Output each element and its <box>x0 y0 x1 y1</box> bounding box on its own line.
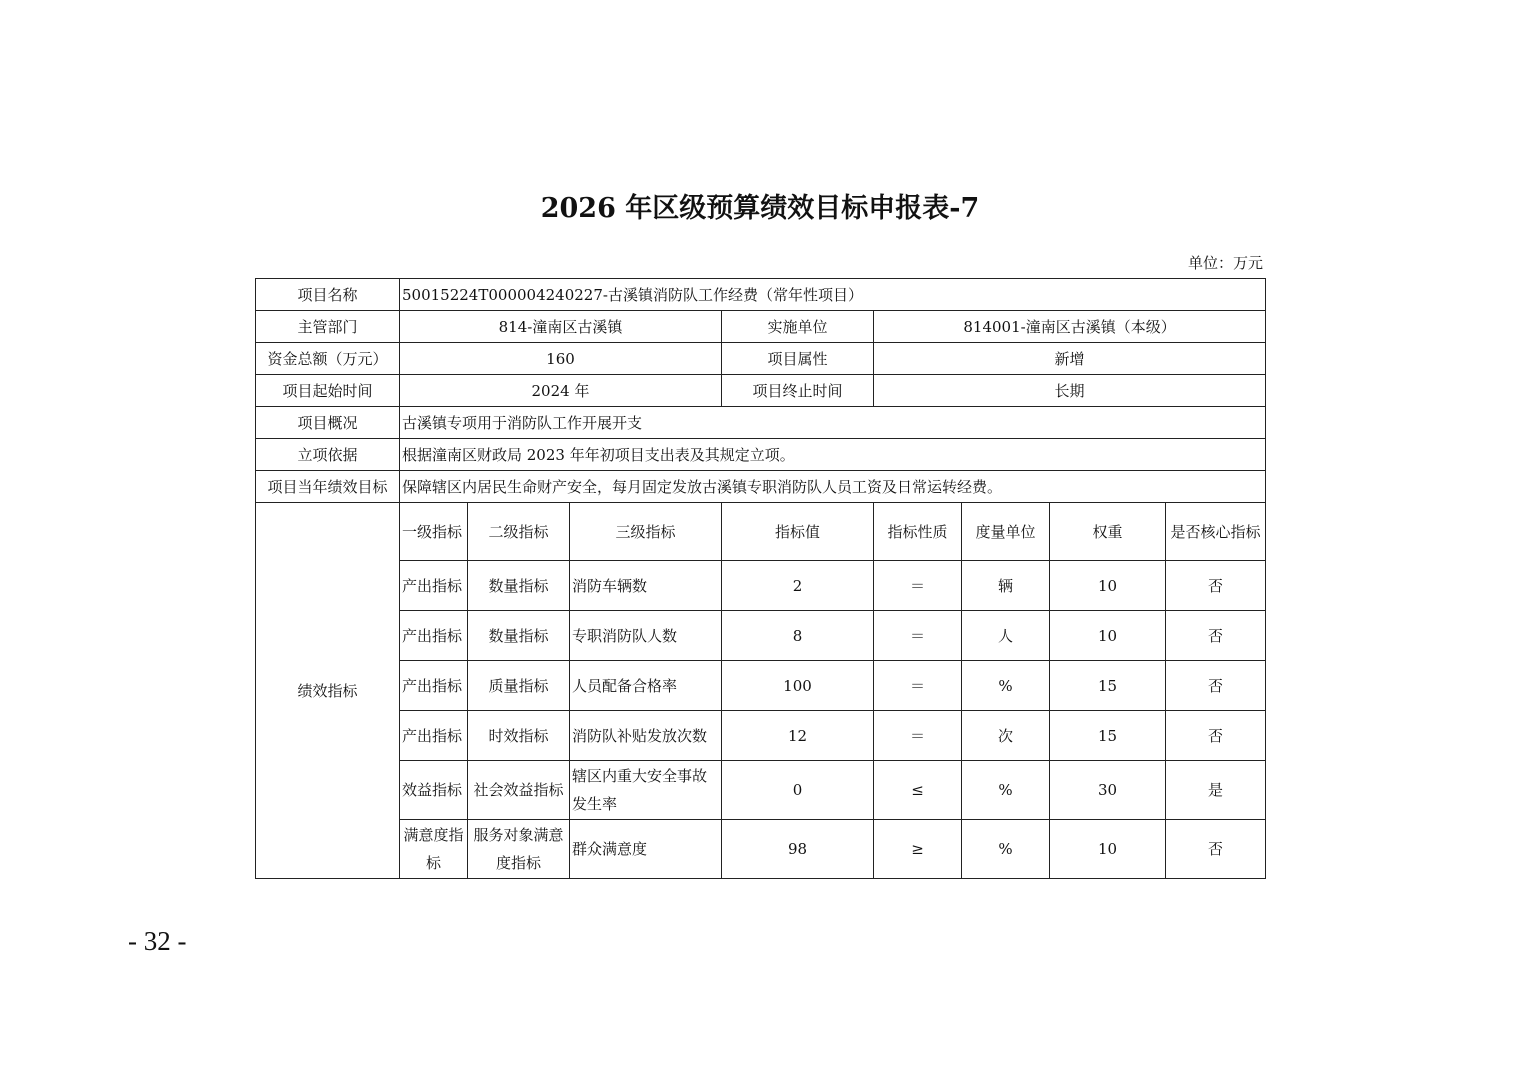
indicator-core: 否 <box>1166 661 1266 711</box>
header-level1: 一级指标 <box>400 503 468 561</box>
indicator-value: 2 <box>722 561 874 611</box>
start-label: 项目起始时间 <box>256 375 400 407</box>
goal-label: 项目当年绩效目标 <box>256 471 400 503</box>
row-overview <box>256 407 1266 439</box>
indicator-weight: 15 <box>1050 711 1166 761</box>
amount-value: 160 <box>400 343 722 375</box>
indicator-weight: 10 <box>1050 820 1166 879</box>
header-nature: 指标性质 <box>874 503 962 561</box>
row-project-name <box>256 279 1266 311</box>
indicator-unit: % <box>962 820 1050 879</box>
impl-value: 814001-潼南区古溪镇（本级） <box>874 311 1266 343</box>
indicator-value: 12 <box>722 711 874 761</box>
indicator-level1: 产出指标 <box>400 611 468 661</box>
overview-label: 项目概况 <box>256 407 400 439</box>
indicator-core: 否 <box>1166 611 1266 661</box>
indicator-level2: 时效指标 <box>468 711 570 761</box>
dept-label: 主管部门 <box>256 311 400 343</box>
indicator-level2: 数量指标 <box>468 561 570 611</box>
indicator-row <box>256 611 1266 661</box>
attr-label: 项目属性 <box>722 343 874 375</box>
indicator-level1: 产出指标 <box>400 561 468 611</box>
indicator-core: 否 <box>1166 820 1266 879</box>
budget-form-table <box>255 278 1266 879</box>
indicator-row <box>256 711 1266 761</box>
indicator-level3: 辖区内重大安全事故发生率 <box>570 761 722 820</box>
indicator-level2: 社会效益指标 <box>468 761 570 820</box>
indicator-header-row <box>256 503 1266 561</box>
indicator-level1: 产出指标 <box>400 711 468 761</box>
project-name-label: 项目名称 <box>256 279 400 311</box>
basis-value: 根据潼南区财政局 2023 年年初项目支出表及其规定立项。 <box>400 439 1266 471</box>
indicator-core: 否 <box>1166 561 1266 611</box>
end-value: 长期 <box>874 375 1266 407</box>
indicator-row <box>256 820 1266 879</box>
indicator-row <box>256 661 1266 711</box>
indicator-section-label: 绩效指标 <box>256 503 400 879</box>
indicator-nature: ≤ <box>874 761 962 820</box>
amount-label: 资金总额（万元） <box>256 343 400 375</box>
indicator-weight: 15 <box>1050 661 1166 711</box>
indicator-core: 否 <box>1166 711 1266 761</box>
page-number: - 32 - <box>128 926 187 956</box>
unit-label: 单位：万元 <box>1187 254 1263 272</box>
indicator-unit: % <box>962 761 1050 820</box>
dept-value: 814-潼南区古溪镇 <box>400 311 722 343</box>
indicator-level3: 群众满意度 <box>570 820 722 879</box>
goal-value: 保障辖区内居民生命财产安全，每月固定发放古溪镇专职消防队人员工资及日常运转经费。 <box>400 471 1266 503</box>
indicator-value: 100 <box>722 661 874 711</box>
indicator-level3: 消防队补贴发放次数 <box>570 711 722 761</box>
indicator-unit: 次 <box>962 711 1050 761</box>
indicator-weight: 30 <box>1050 761 1166 820</box>
project-name-value: 50015224T000004240227-古溪镇消防队工作经费（常年性项目） <box>400 279 1266 311</box>
header-weight: 权重 <box>1050 503 1166 561</box>
indicator-nature: ＝ <box>874 561 962 611</box>
row-period <box>256 375 1266 407</box>
header-value: 指标值 <box>722 503 874 561</box>
indicator-row <box>256 561 1266 611</box>
header-level2: 二级指标 <box>468 503 570 561</box>
row-amount <box>256 343 1266 375</box>
end-label: 项目终止时间 <box>722 375 874 407</box>
impl-label: 实施单位 <box>722 311 874 343</box>
indicator-core: 是 <box>1166 761 1266 820</box>
header-core: 是否核心指标 <box>1166 503 1266 561</box>
page-title: 2026 年区级预算绩效目标申报表-7 <box>540 193 980 224</box>
indicator-level3: 人员配备合格率 <box>570 661 722 711</box>
indicator-value: 98 <box>722 820 874 879</box>
header-unit: 度量单位 <box>962 503 1050 561</box>
indicator-level2: 数量指标 <box>468 611 570 661</box>
row-department <box>256 311 1266 343</box>
header-level3: 三级指标 <box>570 503 722 561</box>
indicator-nature: ＝ <box>874 611 962 661</box>
start-value: 2024 年 <box>400 375 722 407</box>
indicator-level3: 消防车辆数 <box>570 561 722 611</box>
indicator-unit: % <box>962 661 1050 711</box>
indicator-row <box>256 761 1266 820</box>
row-goal <box>256 471 1266 503</box>
indicator-level1: 效益指标 <box>400 761 468 820</box>
indicator-unit: 人 <box>962 611 1050 661</box>
attr-value: 新增 <box>874 343 1266 375</box>
overview-value: 古溪镇专项用于消防队工作开展开支 <box>400 407 1266 439</box>
indicator-level1: 满意度指标 <box>400 820 468 879</box>
indicator-level3: 专职消防队人数 <box>570 611 722 661</box>
indicator-value: 8 <box>722 611 874 661</box>
indicator-weight: 10 <box>1050 561 1166 611</box>
indicator-nature: ≥ <box>874 820 962 879</box>
indicator-level2: 质量指标 <box>468 661 570 711</box>
indicator-level1: 产出指标 <box>400 661 468 711</box>
indicator-value: 0 <box>722 761 874 820</box>
basis-label: 立项依据 <box>256 439 400 471</box>
indicator-nature: ＝ <box>874 661 962 711</box>
indicator-level2: 服务对象满意度指标 <box>468 820 570 879</box>
indicator-unit: 辆 <box>962 561 1050 611</box>
indicator-weight: 10 <box>1050 611 1166 661</box>
row-basis <box>256 439 1266 471</box>
indicator-nature: ＝ <box>874 711 962 761</box>
